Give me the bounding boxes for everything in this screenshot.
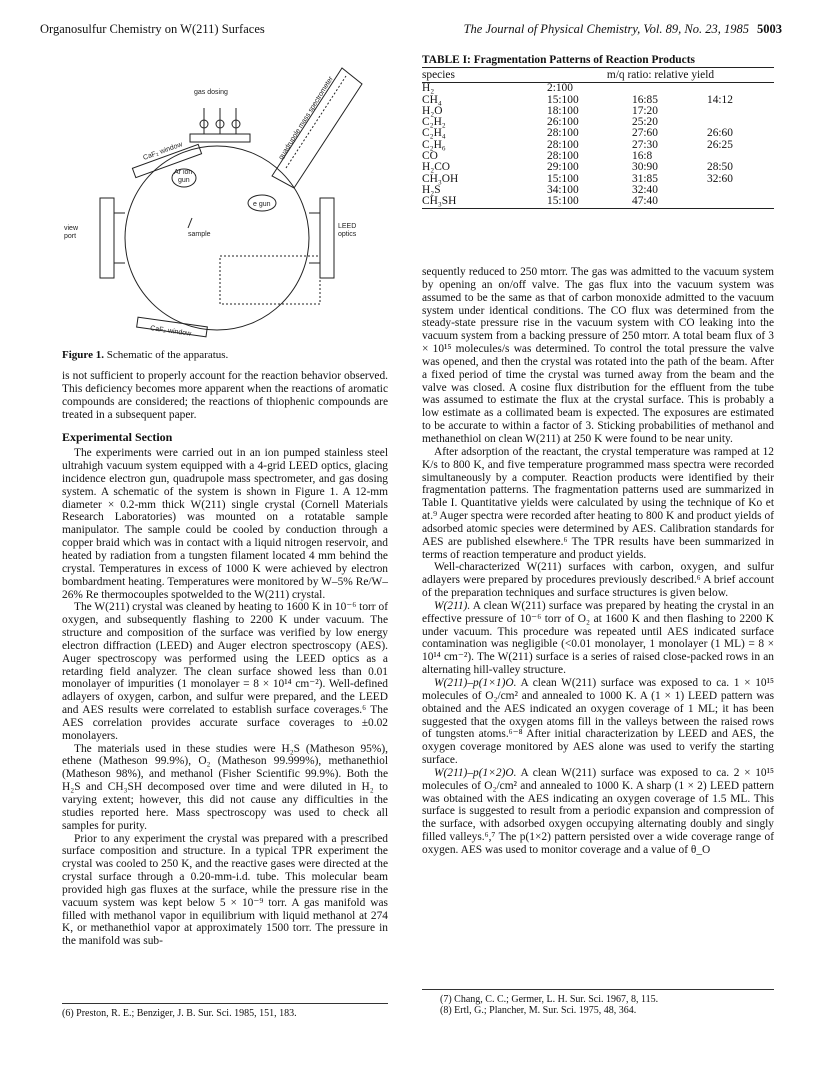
table-row (422, 83, 774, 94)
table-cell-species: C₂H₄ (422, 127, 446, 140)
table-row (422, 174, 774, 185)
paragraph-text: A clean W(211) surface was exposed to ca. 1 × 10¹⁵ molecules of O₂/cm² and annealed to 1000 K. A (1 × 1) LEED pattern was obtained and the AES indicated an oxygen coverage of 1 ML; it has been suggested that the oxygen atoms fill in the valleys between the raised rows of tungsten atoms.⁶⁻⁸ After initial characterization by LEED and AES, the oxygen coverage monitored by AES alone was used to verify the starting surface. (422, 677, 774, 767)
label-qms: quadrupole mass spectrometer (277, 75, 335, 162)
table-header-species: species (422, 69, 455, 81)
label-view: view (64, 225, 79, 232)
page-number: 5003 (757, 22, 782, 36)
table-header-ratio: m/q ratio: relative yield (606, 69, 715, 81)
table-cell-ratio-2: 25:20 (632, 116, 658, 129)
footnote-rule-right (422, 989, 774, 990)
table-cell-ratio-3 (707, 106, 774, 117)
footnotes-right (440, 994, 658, 1016)
table-cell-ratio-2: 47:40 (632, 195, 658, 208)
table-cell-species: C₂H₂ (422, 116, 446, 129)
table-cell-ratio-1: 2:100 (547, 82, 573, 95)
left-column (62, 370, 388, 948)
paragraph: The experiments were carried out in an ion pumped stainless steel ultrahigh vacuum system equipped with a 4-grid LEED optics, glacing incidence electron gun, quadrupole mass spectrometer, and gas dosing system. A schematic of the system is shown in Figure 1. A 12-mm diameter × 0.2-mm thick W(211) single crystal (Cornell Materials Research Laboratories) was mounted on a rotatable sample manipulator. The sample could be cooled by conduction through a copper braid which was in contact with a liquid nitrogen reservoir, and heated by radiation from a tungsten filament located 4 mm behind the crystal. Temperatures in excess of 1000 K were achieved by electron bombardment heating. Temperatures were monitored by W–5% Re/W–26% Re thermocouples spotwelded to the W(211) crystal. (62, 447, 388, 601)
table-row (422, 95, 774, 106)
qms-arm (272, 68, 362, 188)
table-cell-ratio-2: 27:30 (632, 138, 658, 151)
label-sample: sample (188, 231, 211, 238)
table-cell-ratio-1: 28:100 (547, 150, 579, 163)
table-cell-ratio-1: 15:100 (547, 93, 579, 106)
section-heading: Experimental Section (62, 430, 173, 445)
paragraph: Prior to any experiment the crystal was prepared with a prescribed surface composition and structure. In a typical TPR experiment the crystal was cooled to 250 K, and the reactive gases were directed at the crystal surface through a 0.20-mm-i.d. tube. This molecular beam provided high gas fluxes at the surface, while the pressure rise in the vacuum system was kept below 5 × 10⁻⁹ torr. A gas manifold was filled with methanol vapor in equilibrium with liquid methanol at 274 K, or methanethiol vapor at approximately 1500 torr. The pressure in the manifold was sub- (62, 832, 388, 948)
table-cell-species: H₂O (422, 104, 443, 117)
table-cell-ratio-3: 28:50 (707, 161, 733, 174)
table-cell-ratio-2: 17:20 (632, 104, 658, 117)
footnote-7: (7) Chang, C. C.; Germer, L. H. Sur. Sci. 1967, 8, 115. (440, 994, 659, 1005)
paragraph-intro: is not sufficient to properly account for the reaction behavior observed. This deficiency becomes more apparent when the reactions of aromatic compounds are considered; the reactions of thiophenic compounds are treated in a subsequent paper. (62, 370, 388, 421)
figure-caption (62, 349, 228, 361)
table-title: TABLE I: Fragmentation Patterns of Reaction Products (422, 54, 695, 66)
run-in-heading: W(211)–p(1×1)O. (434, 677, 517, 689)
table-row (422, 140, 774, 151)
paragraph-p1x2 (422, 767, 774, 857)
table-cell-ratio-3: 32:60 (707, 172, 733, 185)
label-leed: LEED (338, 223, 357, 230)
table-row (422, 185, 774, 196)
footnote-8: (8) Ertl, G.; Plancher, M. Sur. Sci. 1975, 48, 364. (440, 1005, 637, 1016)
label-ar-ion: Ar ion (174, 169, 193, 176)
footnote-6: (6) Preston, R. E.; Benziger, J. B. Sur. Sci. 1985, 151, 183. (62, 1008, 297, 1019)
table-row (422, 162, 774, 173)
journal-citation: The Journal of Physical Chemistry, Vol. 89, No. 23, 1985 (463, 22, 749, 36)
paragraph: Well-characterized W(211) surfaces with carbon, oxygen, and sulfur adlayers were prepared by procedures previously described.⁶ A brief account of the preparation techniques and surface structures is given below. (422, 561, 774, 600)
table-cell-ratio-3 (707, 83, 774, 94)
table-cell-species: H₂CO (422, 161, 451, 174)
table-cell-ratio-2: 32:40 (632, 183, 658, 196)
paragraph: The materials used in these studies were H₂S (Matheson 95%), ethene (Matheson 99.9%), O₂ (Matheson 99.999%), methanethiol (Matheson 98%), and methanol (Fisher Scientific 99.9%). Both the H₂S and CH₃SH decomposed over time and were diluted in H₂ to varying extent; however, this did not cause any difficulties in the studies reported here. Mass spectroscopy was used to check all samples for purity. (62, 742, 388, 832)
paragraph: sequently reduced to 250 mtorr. The gas was admitted to the vacuum system by opening an on/off valve. The gas flux into the vacuum system was assumed to be the same as that of carbon monoxide admitted to the vacuum system under identical conditions. The CO flux was determined from the steady-state pressure rise in the vacuum system with CO leaking into the vacuum system from a backing pressure of 250 mtorr. A total beam flux of 3 × 10¹⁵ molecules/s was determined. To control the total pressure the valve was opened, and then the crystal was rotated into the path of the beam. After a fixed period of time the crystal was turned away from the beam and the valve was closed. A cosine flux distribution for the effluent from the tube was assumed to estimate the flux at the crystal surface. This is probably a low estimate as a collimated beam is expected. The exposures are estimated to be accurate to within a factor of 3. Sticking probabilities of methanol and methanethiol on clean W(211) at 250 K were found to be near unity. (422, 266, 774, 445)
table-cell-ratio-2: 31:85 (632, 172, 658, 185)
table-cell-ratio-1: 29:100 (547, 161, 579, 174)
leed-optics-flange (320, 198, 334, 278)
table-cell-ratio-1: 26:100 (547, 116, 579, 129)
table-cell-ratio-1: 15:100 (547, 172, 579, 185)
table-cell-species: C₂H₆ (422, 138, 446, 151)
footnote-rule-left (62, 1003, 388, 1004)
table-cell-ratio-3: 26:60 (707, 127, 733, 140)
table-cell-ratio-2: 27:60 (632, 127, 658, 140)
table-cell-ratio-3: 14:12 (707, 93, 733, 106)
table-cell-ratio-1: 18:100 (547, 104, 579, 117)
paragraph-p1x1 (422, 677, 774, 767)
table-cell-species: CH₃OH (422, 172, 459, 185)
running-header-title: Organosulfur Chemistry on W(211) Surfaces (40, 22, 265, 36)
table-cell-species: CO (422, 150, 438, 163)
gas-dosing-flange (190, 134, 250, 142)
table-cell-ratio-3 (707, 196, 774, 207)
view-port-flange (100, 198, 114, 278)
apparatus-schematic (62, 48, 382, 348)
table-cell-species: H₂ (422, 82, 435, 95)
table-cell-ratio-2: 16:85 (632, 93, 658, 106)
paragraph: The W(211) crystal was cleaned by heating to 1600 K in 10⁻⁶ torr of oxygen, and subsequently flashing to 2200 K under vacuum. The structure and composition of the surface was verified by low energy electron diffraction (LEED) and Auger electron spectroscopy (AES). Auger spectroscopy was performed using the LEED optics as a retarding field analyzer. The clean surface showed less than 0.01 monolayer of impurities (1 monolayer = 8 × 10¹⁴ cm⁻²). Well-defined adlayers of oxygen, carbon, and sulfur were prepared, and the LEED and AES results were correlated to establish surface coverages.⁶ The AES correlation provides accurate surface coverages to ±0.02 monolayers. (62, 601, 388, 742)
label-leed-optics: optics (338, 231, 357, 238)
paragraph-text: A clean W(211) surface was prepared by heating the crystal in an effective pressure of 10⁻⁶ torr of O₂ at 1600 K and then flashing to 2200 K under vacuum. This procedure was repeated until AES indicated surface contamination was negligible (<0.01 monolayer, 1 monolayer (1 ML) = 8 × 10¹⁴ cm⁻²). The W(211) surface is a series of raised close-packed rows in an alternating hill-valley structure. (422, 599, 774, 677)
label-gas-dosing: gas dosing (194, 89, 228, 96)
table-cell-species: CH₄ (422, 93, 442, 106)
table-body (422, 83, 774, 207)
table-cell-ratio-1: 34:100 (547, 183, 579, 196)
right-column (422, 266, 774, 857)
figure-caption-text: Schematic of the apparatus. (106, 349, 229, 361)
run-in-heading: W(211). (434, 599, 471, 612)
table-cell-ratio-2: 16:8 (632, 150, 653, 163)
run-in-heading: W(211)–p(1×2)O. (434, 766, 517, 779)
table-cell-ratio-1: 28:100 (547, 138, 579, 151)
paragraph: After adsorption of the reactant, the crystal temperature was ramped at 12 K/s to 800 K, and five temperature programmed mass spectra were recorded simultaneously by a computer. Reaction products were identified by their fragmentation patterns. The fragmentation patterns used are summarized in Table I. Quantitative yields were calculated by using the technique of Ko et at.⁹ Auger spectra were recorded after heating to 800 K and product yields of adsorbed atomic species were determined by AES. Calibration standards for AES are published elsewhere.⁶ The TPR results have been summarized in terms of reaction temperature and product yields. (422, 445, 774, 561)
label-port: port (64, 233, 77, 240)
running-header-journal (464, 22, 782, 37)
label-e-gun: e gun (253, 201, 271, 208)
paragraph-w211 (422, 600, 774, 677)
table-cell-species: CH₃SH (422, 195, 457, 208)
table-cell-ratio-1: 28:100 (547, 127, 579, 140)
table-cell-ratio-3 (707, 185, 774, 196)
table-cell-ratio-1: 15:100 (547, 195, 579, 208)
paragraph-text: A clean W(211) surface was exposed to ca. 2 × 10¹⁵ molecules of O₂/cm² and annealed to 1000 K. A sharp (1 × 2) LEED pattern was obtained with the AES indicating an oxygen coverage of 1.5 ML. This surface is suggested to result from a periodic expansion and compression of the surface, with adsorbed oxygen occupying alternating doubly and singly filled valleys.⁶,⁷ The p(1×2) pattern persisted over a wide coverage range of oxygen. AES was used to monitor coverage and a value of θ_O (422, 766, 774, 856)
table-cell-ratio-2 (632, 83, 707, 94)
label-caf2-window-top: CaF₂ window (142, 141, 184, 162)
chamber-circle (125, 146, 309, 330)
table-cell-ratio-2: 30:90 (632, 161, 658, 174)
figure-label: Figure 1. (62, 349, 104, 361)
fragmentation-table (422, 67, 774, 209)
table-row (422, 196, 774, 207)
table-cell-species: H₂S (422, 183, 441, 196)
table-row (422, 106, 774, 117)
label-caf2-window-bottom: CaF₂ window (149, 325, 192, 338)
label-ar-gun: gun (178, 177, 190, 184)
table-cell-ratio-3: 26:25 (707, 138, 733, 151)
